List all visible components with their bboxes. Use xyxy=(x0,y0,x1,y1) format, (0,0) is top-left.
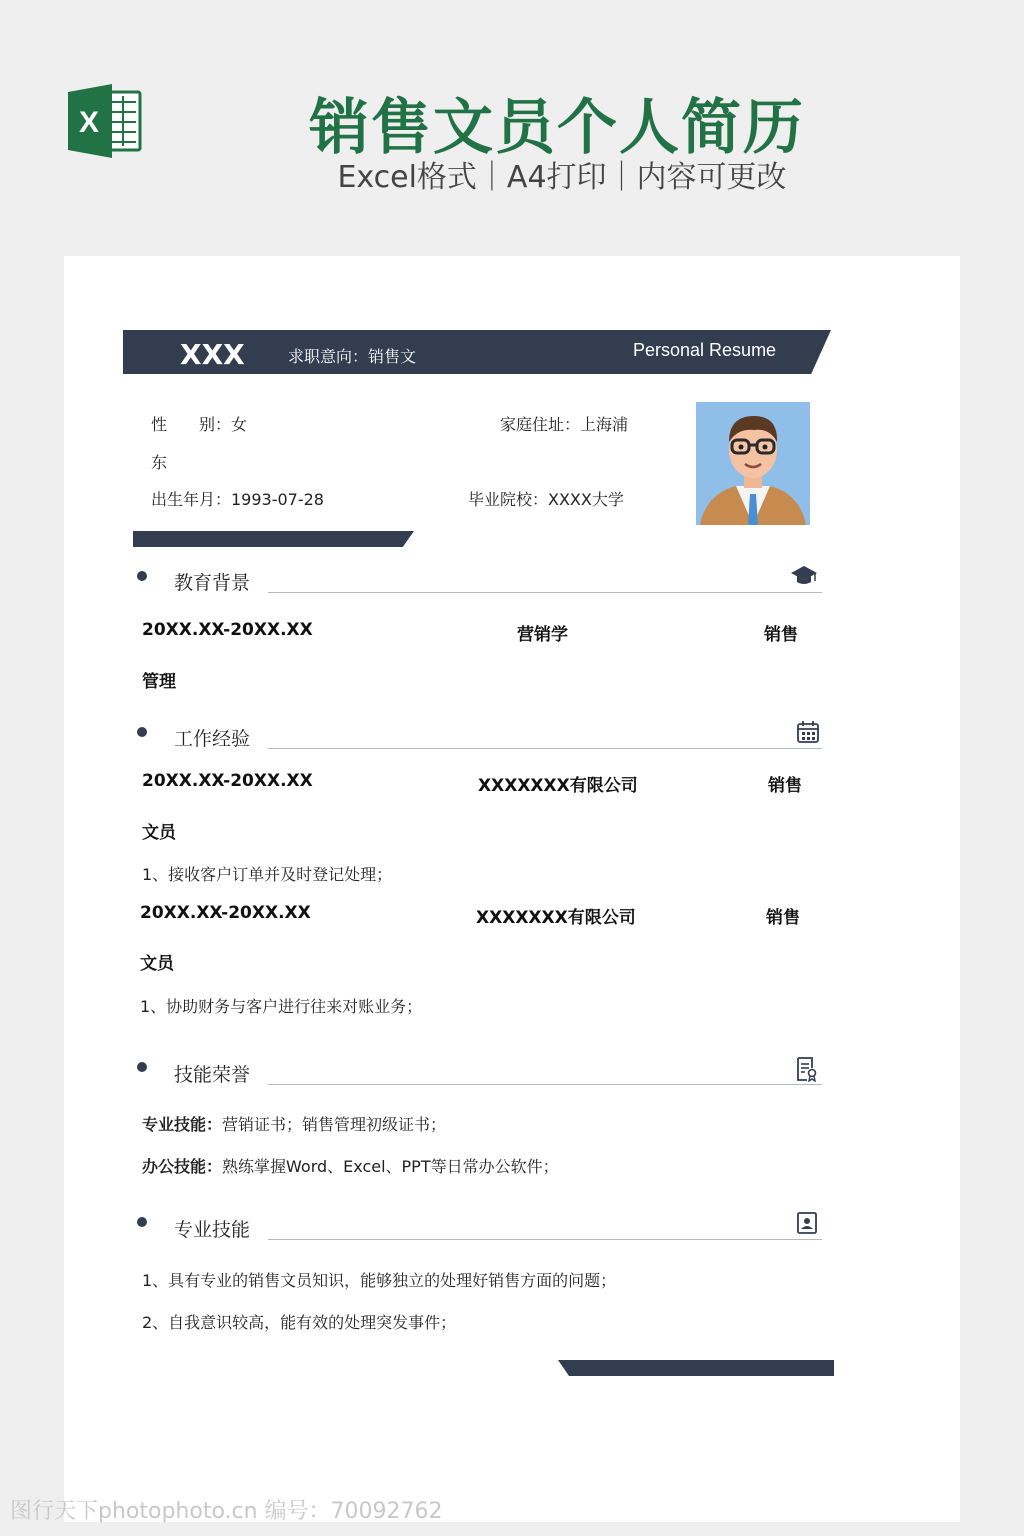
section-title-education: 教育背景 xyxy=(174,572,251,594)
address-continued: 东 xyxy=(151,453,168,472)
office-skills-line xyxy=(142,1154,559,1177)
divider-bar xyxy=(558,1360,834,1376)
school-field: 毕业院校：XXXX大学 xyxy=(468,490,624,509)
education-date: 20XX.XX-20XX.XX xyxy=(142,620,313,640)
address-field: 家庭住址：上海浦 xyxy=(500,415,629,434)
section-bullet xyxy=(137,1062,147,1072)
education-major: 营销学 xyxy=(517,625,568,645)
graduation-cap-icon xyxy=(791,562,817,588)
section-bullet xyxy=(137,727,147,737)
job-2-description: 1、协助财务与客户进行往来对账业务； xyxy=(140,997,423,1016)
job-1-description: 1、接收客户订单并及时登记处理； xyxy=(142,865,393,884)
section-title-honors: 技能荣誉 xyxy=(174,1064,251,1086)
section-title-skills: 专业技能 xyxy=(174,1219,251,1241)
calendar-icon xyxy=(795,719,821,745)
professional-skills-value: 营销证书；销售管理初级证书； xyxy=(222,1115,447,1134)
certificate-icon xyxy=(793,1056,819,1082)
section-underline xyxy=(268,1084,822,1085)
section-underline xyxy=(268,1239,822,1240)
section-bullet xyxy=(137,571,147,581)
gender-field: 性 别：女 xyxy=(151,415,248,434)
office-skills-label: 办公技能： xyxy=(142,1157,223,1176)
skill-item-1: 1、具有专业的销售文员知识，能够独立的处理好销售方面的问题； xyxy=(142,1271,617,1290)
id-card-icon xyxy=(794,1210,820,1236)
skill-item-2: 2、自我意识较高，能有效的处理突发事件； xyxy=(142,1313,457,1332)
divider-bar xyxy=(133,531,414,547)
job-1-role: 销售 xyxy=(768,776,802,796)
education-field-continued: 管理 xyxy=(142,672,176,692)
section-title-work: 工作经验 xyxy=(174,728,251,750)
job-1-role-continued: 文员 xyxy=(142,823,176,843)
office-skills-value: 熟练掌握Word、Excel、PPT等日常办公软件； xyxy=(222,1157,559,1176)
professional-skills-label: 专业技能： xyxy=(142,1115,223,1134)
section-bullet xyxy=(137,1217,147,1227)
watermark: 图行天下photophoto.cn 编号：70092762 xyxy=(10,1499,443,1524)
page-title: 销售文员个人简历 xyxy=(309,93,805,163)
job-1-date: 20XX.XX-20XX.XX xyxy=(142,771,313,791)
resume-sheet xyxy=(64,256,960,1522)
professional-skills-line xyxy=(142,1112,446,1135)
svg-text:X: X xyxy=(79,106,100,139)
section-underline xyxy=(268,592,822,593)
job-2-role: 销售 xyxy=(766,908,800,928)
job-2-company: XXXXXXX有限公司 xyxy=(476,908,636,928)
job-1-company: XXXXXXX有限公司 xyxy=(478,776,638,796)
page-subtitle: Excel格式｜A4打印｜内容可更改 xyxy=(337,160,787,195)
job-2-role-continued: 文员 xyxy=(140,954,174,974)
job-intent: 求职意向：销售文 xyxy=(288,347,417,366)
birth-field: 出生年月：1993-07-28 xyxy=(151,490,324,509)
candidate-name: XXX xyxy=(180,338,245,371)
section-underline xyxy=(268,748,822,749)
resume-en-label: Personal Resume xyxy=(633,340,777,360)
avatar xyxy=(696,402,810,525)
job-2-date: 20XX.XX-20XX.XX xyxy=(140,903,311,923)
education-field: 销售 xyxy=(764,625,798,645)
